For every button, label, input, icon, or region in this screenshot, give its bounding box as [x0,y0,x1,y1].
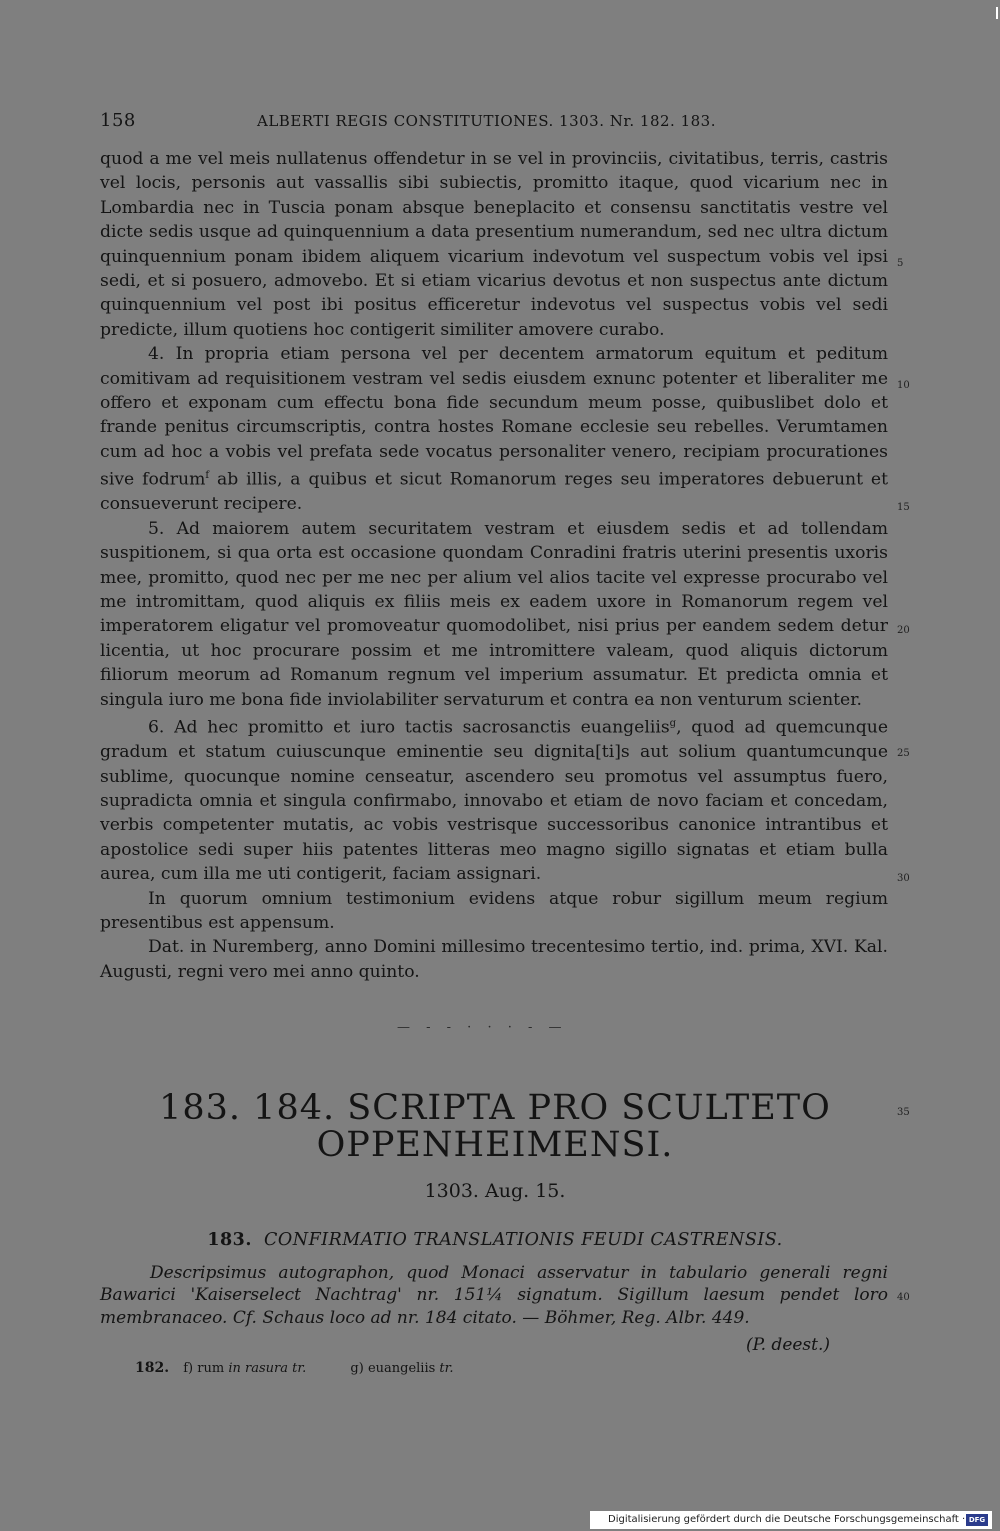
line-number-5: 5 [897,258,904,269]
paragraph-testimonium: In quorum omnium testimonium evidens atque robur sigillum meum regium presentibus est appensum. [100,888,888,934]
footnotes [135,1360,494,1376]
line-number-40: 40 [897,1292,910,1303]
line-number-10: 10 [897,380,910,391]
source-description [100,1262,888,1329]
section-heading-line-2: OPPENHEIMENSI. [316,1125,674,1165]
line-number-35: 35 [897,1107,910,1118]
line-number-25: 25 [897,748,910,759]
section-separator: — - - · · · - — [397,1020,568,1035]
scan-edge-mark [996,7,998,19]
section-heading-line-1: 183. 184. SCRIPTA PRO SCULTETO [159,1088,831,1128]
footnote-f [183,1361,310,1376]
footnote-f-note: in rasura tr. [228,1361,307,1376]
footnote-g [350,1361,453,1376]
paragraph-4-end: ab illis, a quibus et sicut Romanorum reges seu imperatores debuerunt et consueverunt recipere. [100,470,888,515]
footnote-f-mark: f) [183,1361,194,1376]
edition-note: (P. deest.) [746,1335,831,1355]
document-body [100,147,888,984]
line-number-15: 15 [897,502,910,513]
digitization-credit-bar [590,1511,992,1529]
line-number-30: 30 [897,873,910,884]
paragraph-6-end: , quod ad quemcunque gradum et statum cuiuscunque eminentie seu dignita[ti]s aut solium quantumcunque sublime, quocunque nomine censeatur, ascendero seu promotus vel assumptus fuero, supradicta omnia et singula confirmabo, innovabo et etiam de novo faciam et concedam, verbis competenter mutatis, ac vobis vestrisque successoribus canonice intrantibus et apostolice sedi super hiis patentes litteras meo magno sigillo signatas et etiam bulla aurea, cum illa me uti contigerit, faciam assignari. [100,717,888,885]
document-title [100,1230,890,1250]
paragraph-6 [100,712,888,887]
dfg-logo: DFG [966,1514,988,1526]
document-title-text: CONFIRMATIO TRANSLATIONIS FEUDI CASTRENSIS. [264,1230,783,1250]
footnote-g-note: tr. [439,1361,454,1376]
running-header [100,110,890,136]
footnote-ref-number: 182. [135,1360,170,1376]
line-number-20: 20 [897,625,910,636]
footnote-g-mark: g) [350,1361,364,1376]
paragraph-6-text: 6. Ad hec promitto et iuro tactis sacrosanctis euangeliis [148,717,670,738]
page-number: 158 [100,110,136,131]
source-description-text: Descripsimus autographon, quod Monaci asservatur in tabulario generali regni Bawarici 'Kaiserselect Nachtrag' nr. 151¼ signatum. Sigillum laesum pendet loro membranaceo. Cf. Schaus loco ad nr. 184 citato. — Böhmer, Reg. Albr. 449. [100,1263,888,1328]
footnote-ref-f: f [205,470,210,482]
document-number: 183. [207,1230,252,1250]
paragraph-5: 5. Ad maiorem autem securitatem vestram et eiusdem sedis et ad tollendam suspitionem, si qua orta est occasione quondam Conradini fratris uterini presentis uxoris mee, promitto, quod nec per me nec per alium vel alios tacite vel expresse procurabo vel me intromittam, quod aliquis ex filiis meis ex eadem uxore in Romanorum regem vel imperatorem eligatur vel promoveatur quomodolibet, nisi prius per eandem sedem detur licentia, ut hoc procurare possim et me intromittere valeam, quod aliquis dictorum filiorum meorum ad Romanum regnum vel imperium assumatur. Et predicta omnia et singula iuro me bona fide inviolabiliter servaturum et contra ea non venturum scienter. [100,518,888,710]
footnote-ref-g: g [669,718,677,730]
running-title: ALBERTI REGIS CONSTITUTIONES. 1303. Nr. 182. 183. [257,112,716,130]
footnote-f-text: rum [197,1361,229,1376]
paragraph-4-text: 4. In propria etiam persona vel per decentem armatorum equitum et peditum comitivam ad requisitionem vestram vel sedis eiusdem exnunc potenter et liberaliter me offero et exponam cum effectu bona fide secundum meum posse, quibuslibet dolo et frande penitus circumscriptis, contra hostes Romane ecclesie seu rebelles. Verumtamen cum ad hoc a vobis vel prefata sede vocatus personaliter venero, recipiam procurationes sive fodrum [100,344,888,491]
section-date: 1303. Aug. 15. [424,1180,566,1202]
paragraph-4 [100,342,888,517]
paragraph-datum: Dat. in Nuremberg, anno Domini millesimo trecentesimo tertio, ind. prima, XVI. Kal. Augusti, regni vero mei anno quinto. [100,937,888,982]
digitization-credit: Digitalisierung gefördert durch die Deutsche Forschungsgemeinschaft · [608,1514,966,1525]
footnote-g-text: euangeliis [367,1361,440,1376]
section-heading [100,1090,890,1164]
paragraph-continuation: quod a me vel meis nullatenus offendetur in se vel in provinciis, civitatibus, terris, castris vel locis, personis aut vassallis sibi subiectis, promitto itaque, quod vicarium nec in Lombardia nec in Tuscia ponam absque beneplacito et consensu sanctitatis vestre vel dicte sedis usque ad quinquennium a data presentium numerandum, sed nec ultra dictum quinquennium ponam ibidem aliquem vicarium indevotum vel suspectum vobis vel ipsi sedi, et si posuero, admovebo. Et si etiam vicarius devotus et non suspectus ante dictum quinquennium vel post ibi positus efficeretur indevotus vel suspectus vobis vel sedi predicte, illum quotiens hoc contigerit similiter amovere curabo. [100,149,888,340]
